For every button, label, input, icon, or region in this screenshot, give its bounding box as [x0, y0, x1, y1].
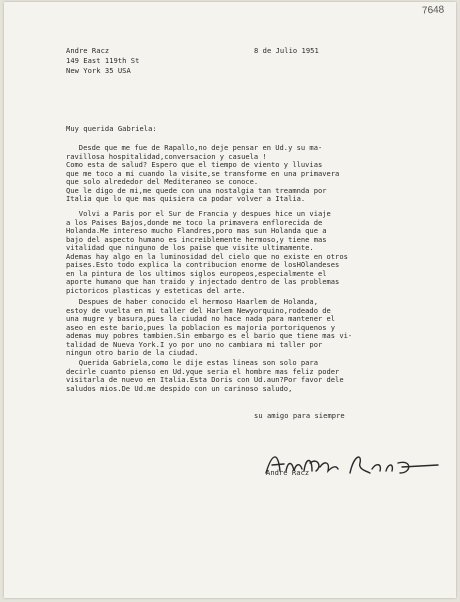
paragraph-4	[66, 359, 436, 393]
archive-number: 7648	[421, 4, 445, 17]
paragraph-3	[66, 298, 436, 358]
paragraph-line: talidad de Nueva York.I yo por uno no cambiara mi taller por	[66, 339, 323, 349]
sender-city: New York 35 USA	[66, 66, 131, 75]
paragraph-line: vitalidad que ninguno de los paise que visite ultimamente.	[66, 243, 314, 252]
paragraph-line: estoy de vuelta en mi taller del Harlem Newyorquino,rodeado de	[66, 305, 331, 315]
paragraph-line: una mugre y basura,pues la ciudad no hace nada para mantener el	[66, 314, 336, 323]
paragraph-1	[66, 144, 436, 204]
paragraph-line: Despues de haber conocido el hermoso Haarlem de Holanda,	[66, 297, 318, 306]
paragraph-line: ademas muy pobres tambien.Sin embargo es el bario que tiene mas vi-	[66, 331, 353, 340]
salutation: Muy querida Gabriela:	[66, 124, 157, 133]
paragraph-line: visitarla de nuevo en Italia.Esta Doris con Ud.aun?Por favor dele	[66, 375, 344, 384]
paragraph-line: pictoricos plasticas y esteticas del arte.	[66, 285, 246, 295]
sender-name: Andre Racz	[66, 46, 110, 55]
paragraph-line: bajo del aspecto humano es increiblemente hermoso,y tiene mas	[66, 234, 327, 244]
paragraph-line: que me toco a mi cuando la visite,se transforme en una primavera	[66, 168, 340, 178]
paragraph-line: aporte humano que han traido y injectado dentro de las problemas	[66, 277, 340, 286]
paragraph-line: Como esta de salud? Espero que el tiempo de viento y lluvias	[66, 160, 323, 169]
paragraph-line: paises.Esto todo explica la contribucion enorme de losHOlandeses	[66, 260, 340, 269]
paragraph-line: ningun otro bario de la ciudad.	[66, 348, 199, 357]
paragraph-line: Querida Gabriela,como le dije estas lineas son solo para	[66, 358, 318, 367]
paragraph-line: saludos mios.De Ud.me despido con un carinoso saludo,	[66, 383, 293, 393]
paragraph-line: Ademas hay algo en la luminosidad del cielo que no existe en otros	[66, 251, 348, 261]
paragraph-line: que solo alrededor del Mediteraneo se conoce.	[66, 177, 259, 186]
paragraph-line: Holanda.Me intereso mucho Flandres,poro mas sun Holanda que a	[66, 226, 327, 235]
paragraph-line: ravillosa hospitalidad,conversacion y casuela !	[66, 151, 267, 161]
paragraph-line: a los Paises Bajos,donde me toco la primavera enflorecida de	[66, 217, 323, 227]
letter-date: 8 de Julio 1951	[254, 46, 319, 55]
closing-phrase: su amigo para siempre	[254, 411, 345, 420]
paragraph-2	[66, 210, 436, 295]
signature-name: Andre Racz	[266, 468, 310, 477]
paragraph-line: en la pintura de los ultimos siglos europeos,especialmente el	[66, 268, 327, 278]
paragraph-line: Italia que lo que mas quisiera ca podar volver a Italia.	[66, 194, 306, 203]
paragraph-line: aseo en este bario,pues la poblacion es majoria portoriquenos y	[66, 322, 336, 332]
paragraph-line: Desde que me fue de Rapallo,no deje pensar en Ud.y su ma-	[66, 143, 323, 152]
paragraph-line: decirle cuanto pienso en Ud.yque seria el hombre mas feliz poder	[66, 366, 340, 376]
sender-street: 149 East 119th St	[66, 56, 140, 65]
paragraph-line: Que le digo de mi,me quede con una nostalgia tan treamnda por	[66, 185, 327, 195]
handwritten-signature	[262, 447, 442, 485]
paragraph-line: Volvi a Paris por el Sur de Francia y despues hice un viaje	[66, 209, 331, 218]
letter-page	[4, 2, 456, 598]
